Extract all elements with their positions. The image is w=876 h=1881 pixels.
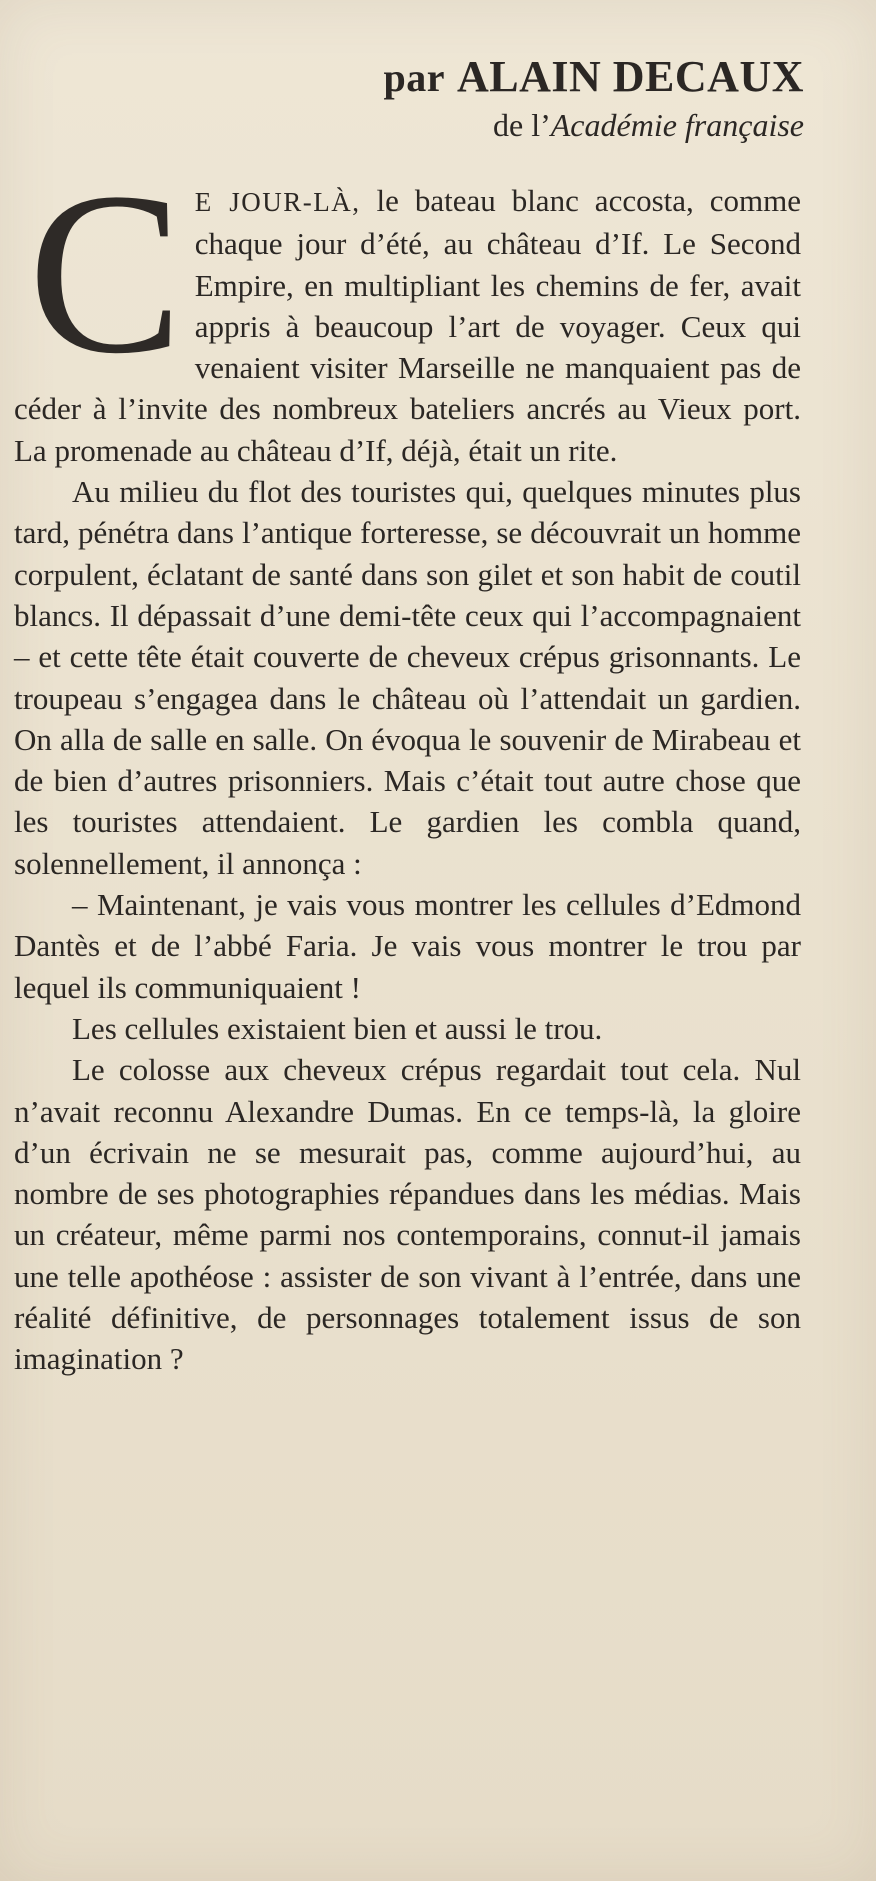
paragraph-1 — [14, 145, 801, 471]
byline — [383, 50, 804, 145]
lead-in: E JOUR-LÀ, — [194, 187, 361, 217]
author-affiliation — [383, 105, 804, 145]
paragraph-4: Les cellules existaient bien et aussi le trou. — [72, 1010, 603, 1046]
affiliation-prefix: de l’ — [493, 107, 551, 143]
affiliation-name: Académie française — [550, 107, 804, 143]
paragraph-3: – Maintenant, je vais vous montrer les cellules d’Edmond Dantès et de l’abbé Faria. Je vais vous montrer le trou par lequel ils communiquaient ! — [14, 887, 801, 1005]
article-body — [14, 145, 801, 1380]
paragraph-5: Le colosse aux cheveux crépus regardait tout cela. Nul n’avait reconnu Alexandre Dumas. En ce temps-là, la gloire d’un écrivain ne se mesurait pas, comme aujourd’hui, au nombre de ses photographies répandues dans les médias. Mais un créateur, même parmi nos contemporains, connut-il jamais une telle apothéose : assister de son vivant à l’entrée, dans une réalité définitive, de personnages totalement issus de son imagination ? — [14, 1052, 801, 1377]
paragraph-2: Au milieu du flot des touristes qui, quelques minutes plus tard, pénétra dans l’antique forteresse, se découvrait un homme corpulent, éclatant de santé dans son gilet et son habit de coutil blancs. Il dépassait d’une demi-tête ceux qui l’accompagnaient – et cette tête était couverte de cheveux crépus grisonnants. Le troupeau s’engagea dans le château où l’attendait un gardien. On alla de salle en salle. On évoqua le souvenir de Mirabeau et de bien d’autres prisonniers. Mais c’était tout autre chose que les touristes attendaient. Le gardien les combla quand, solennellement, il annonça : — [14, 474, 801, 881]
byline-prefix: par — [383, 55, 445, 100]
drop-cap: C — [28, 145, 183, 402]
author-line — [383, 50, 804, 105]
author-name: ALAIN DECAUX — [456, 52, 804, 101]
paragraph-1-text: le bateau blanc accosta, comme chaque jour d’été, au château d’If. Le Second Empire, en multipliant les chemins de fer, avait appris à beaucoup l’art de voyager. Ceux qui venaient visiter Marseille ne manquaient pas de céder à l’invite des nombreux bateliers ancrés au Vieux port. La promenade au château d’If, déjà, était un rite. — [14, 183, 801, 468]
